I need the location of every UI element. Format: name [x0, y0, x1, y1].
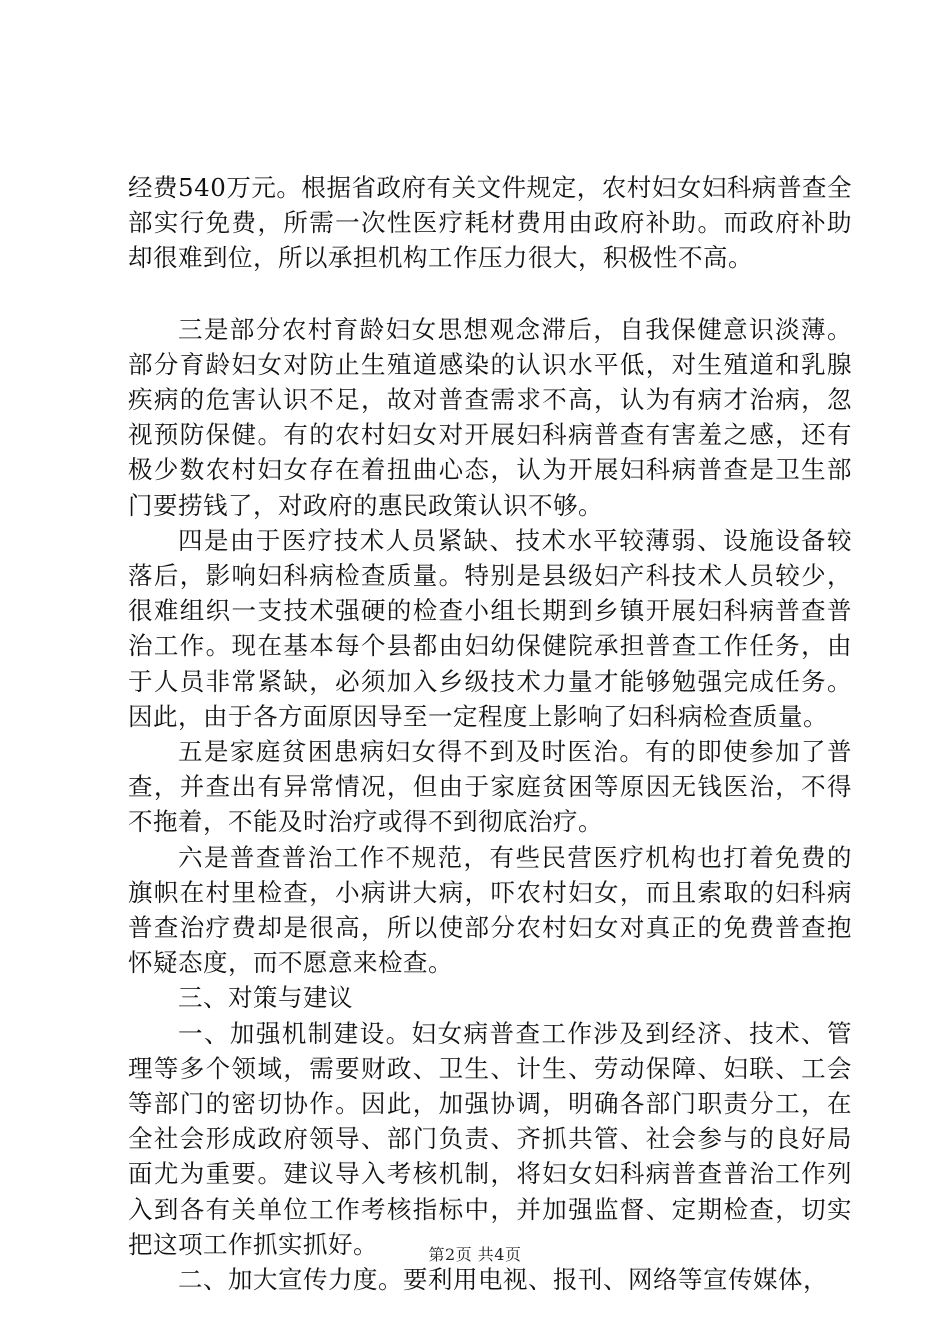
- paragraph-point-six: 六是普查普治工作不规范，有些民营医疗机构也打着免费的旗帜在村里检查，小病讲大病，吓农村妇女，而且索取的妇科病普查治疗费却是很高，所以使部分农村妇女对真正的免费普查抱怀疑态度，而不愿意来检查。: [128, 842, 852, 978]
- page-number-footer: 第2页 共4页: [428, 1245, 522, 1264]
- paragraph-point-four: 四是由于医疗技术人员紧缺、技术水平较薄弱、设施设备较落后，影响妇科病检查质量。特别是县级妇产科技术人员较少，很难组织一支技术强硬的检查小组长期到乡镇开展妇科病普查普治工作。现在基本每个县都由妇幼保健院承担普查工作任务，由于人员非常紧缺，必须加入乡级技术力量才能够勉强完成任务。因此，由于各方面原因导至一定程度上影响了妇科病检查质量。: [128, 525, 852, 731]
- document-body: [128, 170, 852, 1297]
- paragraph-funding-continuation: 经费540万元。根据省政府有关文件规定，农村妇女妇科病普查全部实行免费，所需一次性医疗耗材费用由政府补助。而政府补助却很难到位，所以承担机构工作压力很大，积极性不高。: [128, 173, 852, 273]
- paragraph-suggestion-one: 一、加强机制建设。妇女病普查工作涉及到经济、技术、管理等多个领域，需要财政、卫生、计生、劳动保障、妇联、工会等部门的密切协作。因此，加强协调，明确各部门职责分工，在全社会形成政府领导、部门负责、齐抓共管、社会参与的良好局面尤为重要。建议导入考核机制，将妇女妇科病普查普治工作列入到各有关单位工作考核指标中，并加强监督、定期检查，切实把这项工作抓实抓好。: [128, 1018, 852, 1259]
- paragraph-suggestion-two: 二、加大宣传力度。要利用电视、报刊、网络等宣传媒体，: [178, 1265, 828, 1295]
- paragraph-point-five: 五是家庭贫困患病妇女得不到及时医治。有的即使参加了普查，并查出有异常情况，但由于家庭贫困等原因无钱医治，不得不拖着，不能及时治疗或得不到彻底治疗。: [128, 737, 852, 837]
- section-heading-countermeasures: 三、对策与建议: [178, 983, 353, 1013]
- paragraph-point-three: 三是部分农村育龄妇女思想观念滞后，自我保健意识淡薄。部分育龄妇女对防止生殖道感染的认识水平低，对生殖道和乳腺疾病的危害认识不足，故对普查需求不高，认为有病才治病，忽视预防保健。有的农村妇女对开展妇科病普查有害羞之感，还有极少数农村妇女存在着扭曲心态，认为开展妇科病普查是卫生部门要捞钱了，对政府的惠民政策认识不够。: [128, 314, 852, 520]
